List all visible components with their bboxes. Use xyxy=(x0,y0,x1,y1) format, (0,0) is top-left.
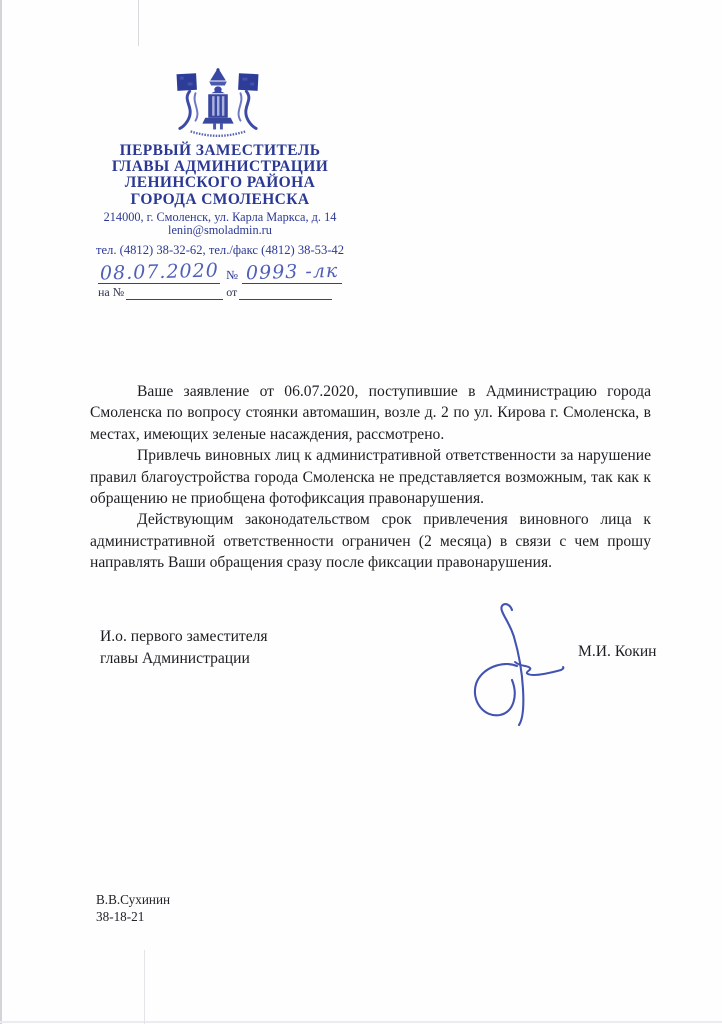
body-paragraph: Ваше заявление от 06.07.2020, поступившие в Администрацию города Смоленска по вопросу стоянки автомашин, возле д. 2 по ул. Кирова г. Смоленска, в местах, имеющих зеленые насаждения, рассмотрено. xyxy=(90,383,651,443)
signer-position xyxy=(100,626,360,669)
letter-body xyxy=(90,381,651,574)
handwritten-date: 08.07.2020 xyxy=(99,259,219,285)
smolensk-coat-of-arms-icon xyxy=(174,66,262,144)
body-paragraph: Действующим законодательством срок привлечения виновного лица к административной ответственности ограничен (2 месяца) в связи с чем прошу направлять Ваши обращения сразу после фиксации правонарушения. xyxy=(90,511,651,572)
executor-phone: 38-18-21 xyxy=(96,909,145,924)
scan-line-artifact xyxy=(138,0,139,46)
executor-block xyxy=(96,891,170,925)
sender-address: 214000, г. Смоленск, ул. Карла Маркса, д. 14 xyxy=(103,209,337,224)
outgoing-reference-line xyxy=(98,256,342,284)
sender-email: lenin@smoladmin.ru xyxy=(168,222,272,237)
sender-title-line: ПЕРВЫЙ ЗАМЕСТИТЕЛЬ xyxy=(119,142,321,159)
na-number-label: на № xyxy=(98,285,125,299)
letterhead xyxy=(52,143,388,257)
signer-position-line: И.о. первого заместителя xyxy=(100,628,268,645)
incoming-reference-line xyxy=(98,283,334,300)
handwritten-number: 0993 -лк xyxy=(245,259,339,285)
ot-label: от xyxy=(226,285,238,299)
body-paragraph: Привлечь виновных лиц к административной ответственности за нарушение правил благоустройства города Смоленска не представляется возможным, так как к обращению не приобщена фотофиксация правонарушения. xyxy=(90,447,651,508)
signer-position-line: главы Администрации xyxy=(100,649,250,667)
outgoing-number-field xyxy=(242,261,342,284)
outgoing-date-field xyxy=(98,261,220,284)
scan-line-artifact xyxy=(144,950,145,1024)
sender-title-line: ГОРОДА СМОЛЕНСКА xyxy=(130,190,310,208)
sender-title-line: ГЛАВЫ АДМИНИСТРАЦИИ xyxy=(111,158,329,176)
sender-title xyxy=(52,143,388,208)
incoming-date-blank xyxy=(239,299,332,300)
sender-title-line: ЛЕНИНСКОГО РАЙОНА xyxy=(124,174,316,192)
incoming-number-blank xyxy=(126,299,223,300)
handwritten-signature xyxy=(460,596,575,730)
executor-name: В.В.Сухинин xyxy=(96,892,171,907)
sender-phone: тел. (4812) 38-32-62, тел./факс (4812) 38-53-42 xyxy=(95,242,345,257)
signer-name: М.И. Кокин xyxy=(578,643,657,660)
number-sign-label: № xyxy=(225,268,239,282)
scan-edge-artifact xyxy=(0,0,2,1024)
scan-edge-artifact xyxy=(0,1021,722,1023)
